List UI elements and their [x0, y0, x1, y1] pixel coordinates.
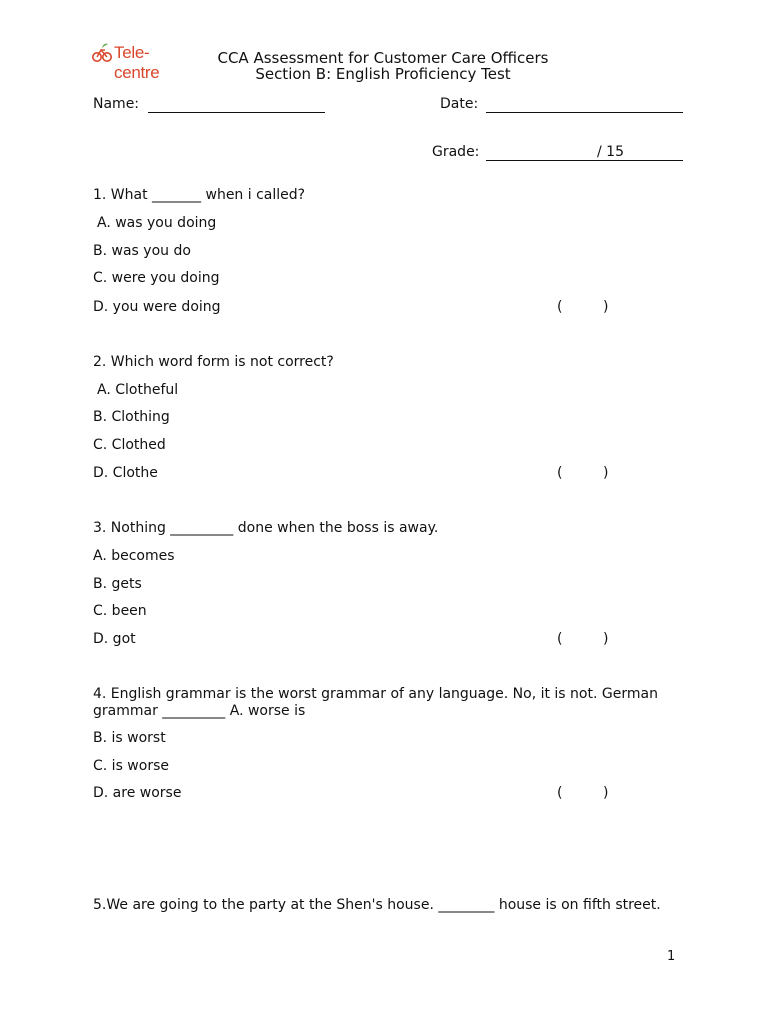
answer-box-close: ): [603, 465, 609, 481]
question-1-option-b: B. was you do: [93, 243, 191, 259]
question-3-option-c: C. been: [93, 603, 147, 619]
page-subtitle: Section B: English Proficiency Test: [255, 65, 511, 83]
logo-text: Tele-centre: [114, 43, 160, 82]
question-4-option-c: C. is worse: [93, 758, 169, 774]
question-3-option-b: B. gets: [93, 576, 142, 592]
question-4-option-d: D. are worse: [93, 785, 182, 801]
grade-label: Grade:: [432, 144, 480, 160]
question-2-option-a: A. Clotheful: [97, 382, 179, 398]
question-3-option-d: D. got: [93, 631, 136, 647]
date-label: Date:: [440, 96, 479, 112]
grade-field[interactable]: [486, 160, 683, 161]
question-1-text: 1. What _______ when i called?: [93, 187, 306, 203]
name-label: Name:: [93, 96, 140, 112]
question-2-option-b: B. Clothing: [93, 409, 170, 425]
answer-box-open: (: [557, 785, 563, 801]
page-number: 1: [667, 949, 676, 964]
question-2-text: 2. Which word form is not correct?: [93, 354, 334, 370]
question-2-option-d: D. Clothe: [93, 465, 158, 481]
question-3-option-a: A. becomes: [93, 548, 175, 564]
answer-box-close: ): [603, 631, 609, 647]
name-field[interactable]: [148, 112, 325, 113]
grade-total: / 15: [597, 144, 624, 160]
question-5-text: 5.We are going to the party at the Shen's house. ________ house is on fifth street.: [93, 897, 661, 913]
answer-box-close: ): [603, 785, 609, 801]
answer-box-open: (: [557, 465, 563, 481]
question-4-text-line-2: grammar _________ A. worse is: [93, 703, 306, 719]
question-1-option-a: A. was you doing: [97, 215, 217, 231]
question-1-option-d: D. you were doing: [93, 299, 221, 315]
logo-bicycle-icon: [92, 42, 112, 64]
question-4-text-line-1: 4. English grammar is the worst grammar of any language. No, it is not. German: [93, 686, 658, 702]
question-3-text: 3. Nothing _________ done when the boss is away.: [93, 520, 439, 536]
answer-box-open: (: [557, 299, 563, 315]
question-2-option-c: C. Clothed: [93, 437, 166, 453]
question-1-option-c: C. were you doing: [93, 270, 220, 286]
answer-box-close: ): [603, 299, 609, 315]
page-title: CCA Assessment for Customer Care Officers: [217, 49, 549, 67]
answer-box-open: (: [557, 631, 563, 647]
question-4-option-b: B. is worst: [93, 730, 166, 746]
date-field[interactable]: [486, 112, 683, 113]
